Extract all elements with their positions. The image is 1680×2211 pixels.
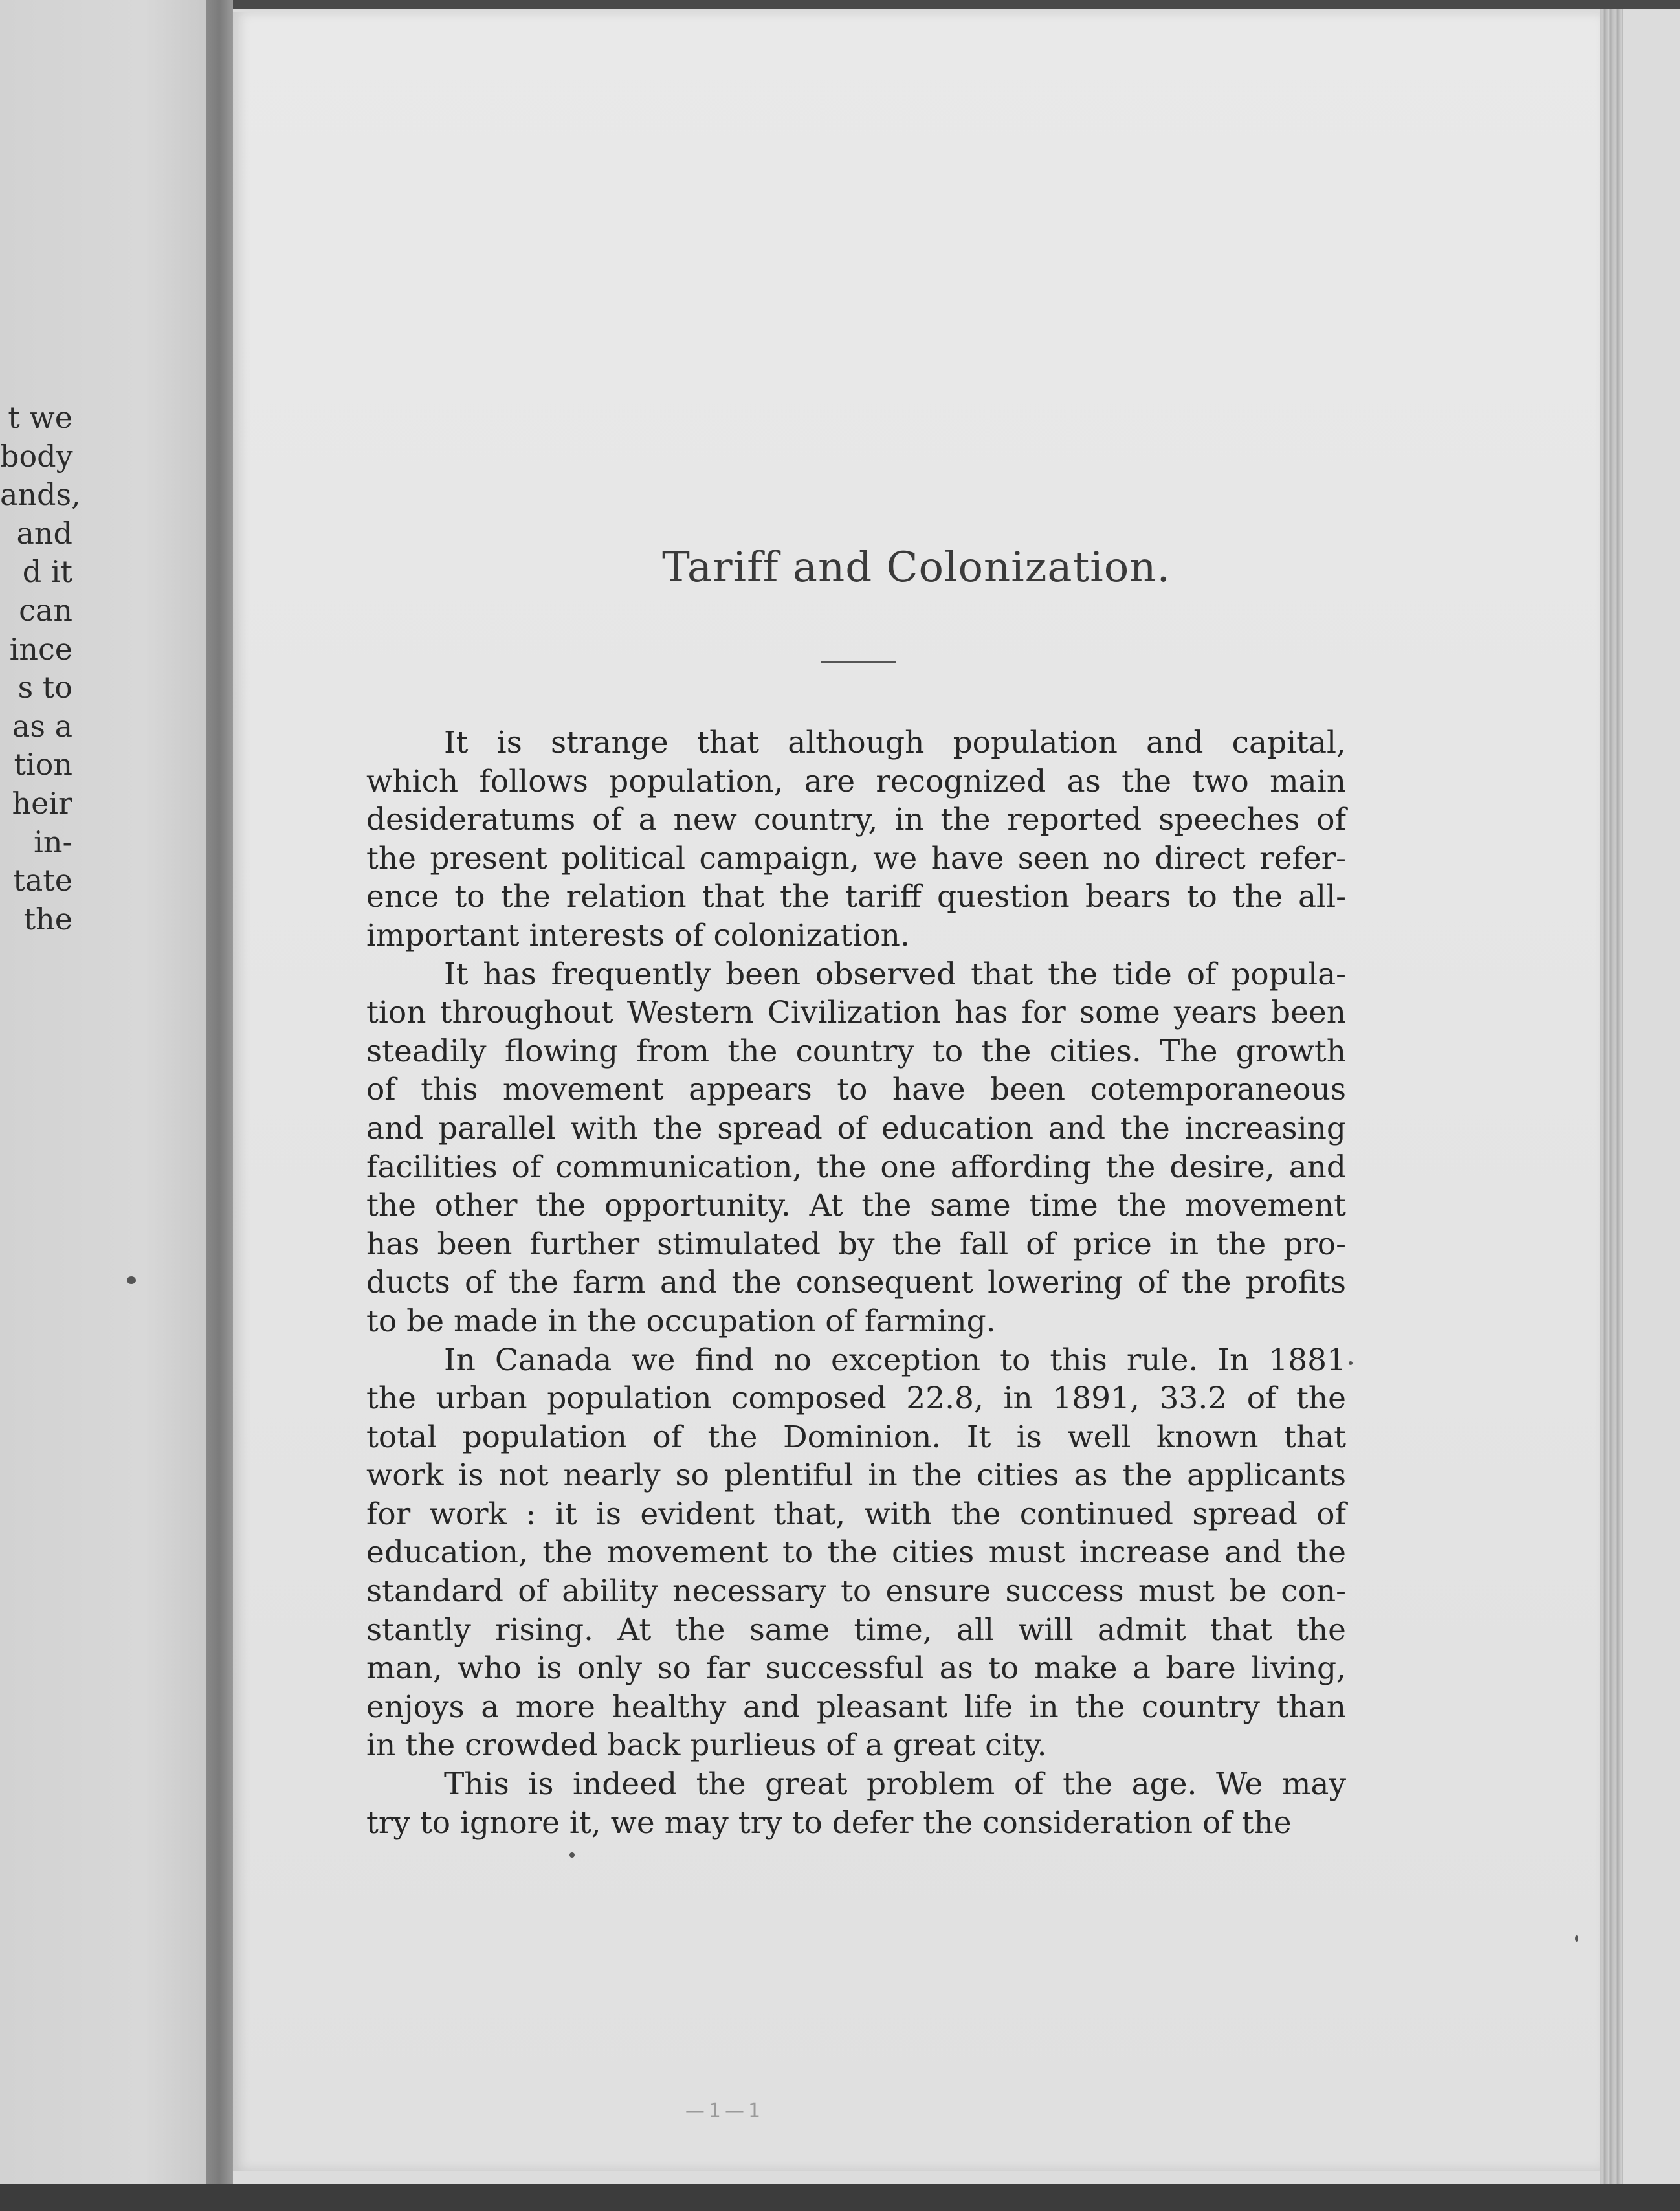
left-page-fragment: the bbox=[23, 901, 72, 937]
left-page-fragment: as a bbox=[12, 708, 72, 744]
text-line: It has frequently been observed that the tide of popula- bbox=[444, 956, 1346, 992]
article-body bbox=[366, 724, 1346, 1842]
article-title: Tariff and Colonization. bbox=[662, 544, 1171, 592]
text-line: the urban population composed 22.8, in 1891, 33.2 of the bbox=[366, 1381, 1346, 1417]
left-page-fragment: ince bbox=[9, 631, 72, 667]
text-line: the present political campaign, we have seen no direct refer- bbox=[366, 840, 1346, 876]
left-page-fragment: tate bbox=[13, 863, 72, 898]
text-line: has been further stimulated by the fall of price in the pro- bbox=[366, 1226, 1346, 1262]
text-line: to be made in the occupation of farming. bbox=[366, 1303, 996, 1339]
paragraph bbox=[366, 724, 1346, 955]
left-page-fragment: ands, bbox=[0, 477, 81, 513]
left-page-fragment: and bbox=[16, 515, 72, 551]
text-line: of this movement appears to have been cotemporaneous bbox=[366, 1072, 1346, 1108]
text-line: in the crowded back purlieus of a great city. bbox=[366, 1728, 1047, 1764]
scan-bottom-border bbox=[0, 2184, 1680, 2211]
text-line: In Canada we find no exception to this rule. In 1881 bbox=[444, 1342, 1346, 1378]
left-page bbox=[0, 0, 206, 2211]
text-line: and parallel with the spread of education and the increasing bbox=[366, 1110, 1346, 1146]
text-line: stantly rising. At the same time, all will admit that the bbox=[366, 1612, 1346, 1648]
text-line: the other the opportunity. At the same time the movement bbox=[366, 1188, 1346, 1224]
text-line: enjoys a more healthy and pleasant life in the country than bbox=[366, 1689, 1346, 1725]
text-line: ducts of the farm and the consequent lowering of the profits bbox=[366, 1265, 1346, 1301]
text-line: try to ignore it, we may try to defer the consideration of the bbox=[366, 1805, 1292, 1841]
text-line: for work : it is evident that, with the continued spread of bbox=[366, 1496, 1346, 1532]
scan-speck bbox=[1575, 1935, 1578, 1942]
text-line: tion throughout Western Civilization has for some years been bbox=[366, 995, 1346, 1031]
text-line: desideratums of a new country, in the reported speeches of bbox=[366, 802, 1346, 838]
left-page-fragment: t we bbox=[8, 400, 72, 435]
text-line: education, the movement to the cities must increase and the bbox=[366, 1535, 1346, 1571]
left-page-fragment: can bbox=[19, 592, 72, 628]
text-line: total population of the Dominion. It is well known that bbox=[366, 1419, 1346, 1455]
left-page-fragment: heir bbox=[12, 785, 72, 821]
left-page-fragment: s to bbox=[17, 670, 72, 706]
text-line: which follows population, are recognized as the two main bbox=[366, 763, 1346, 799]
text-line: important interests of colonization. bbox=[366, 917, 910, 953]
scan-speck bbox=[569, 1852, 575, 1858]
folio-mark: —1—1 bbox=[685, 2100, 765, 2122]
scan-speck bbox=[1349, 1361, 1353, 1365]
left-page-fragment: tion bbox=[14, 747, 72, 783]
text-line: standard of ability necessary to ensure success must be con- bbox=[366, 1573, 1346, 1610]
text-line: It is strange that although population and capital, bbox=[444, 725, 1346, 761]
text-line: man, who is only so far successful as to make a bare living, bbox=[366, 1650, 1346, 1687]
text-line: This is indeed the great problem of the age. We may bbox=[444, 1766, 1346, 1803]
book-gutter bbox=[206, 0, 233, 2211]
left-page-fragment: d it bbox=[22, 554, 72, 590]
paragraph bbox=[366, 1765, 1346, 1842]
text-line: ence to the relation that the tariff question bears to the all- bbox=[366, 879, 1346, 915]
left-page-text-fragments bbox=[0, 399, 81, 939]
scan-top-border bbox=[0, 0, 1680, 9]
scan-speck bbox=[127, 1276, 136, 1284]
paragraph bbox=[366, 955, 1346, 1341]
title-rule bbox=[821, 661, 896, 663]
left-page-fragment: body bbox=[0, 438, 73, 474]
text-line: steadily flowing from the country to the cities. The growth bbox=[366, 1033, 1346, 1069]
page-edge-stack bbox=[1600, 9, 1623, 2184]
left-page-fragment: in- bbox=[34, 824, 72, 860]
text-line: work is not nearly so plentiful in the cities as the applicants bbox=[366, 1458, 1346, 1494]
text-line: facilities of communication, the one affording the desire, and bbox=[366, 1149, 1346, 1185]
paragraph bbox=[366, 1341, 1346, 1766]
